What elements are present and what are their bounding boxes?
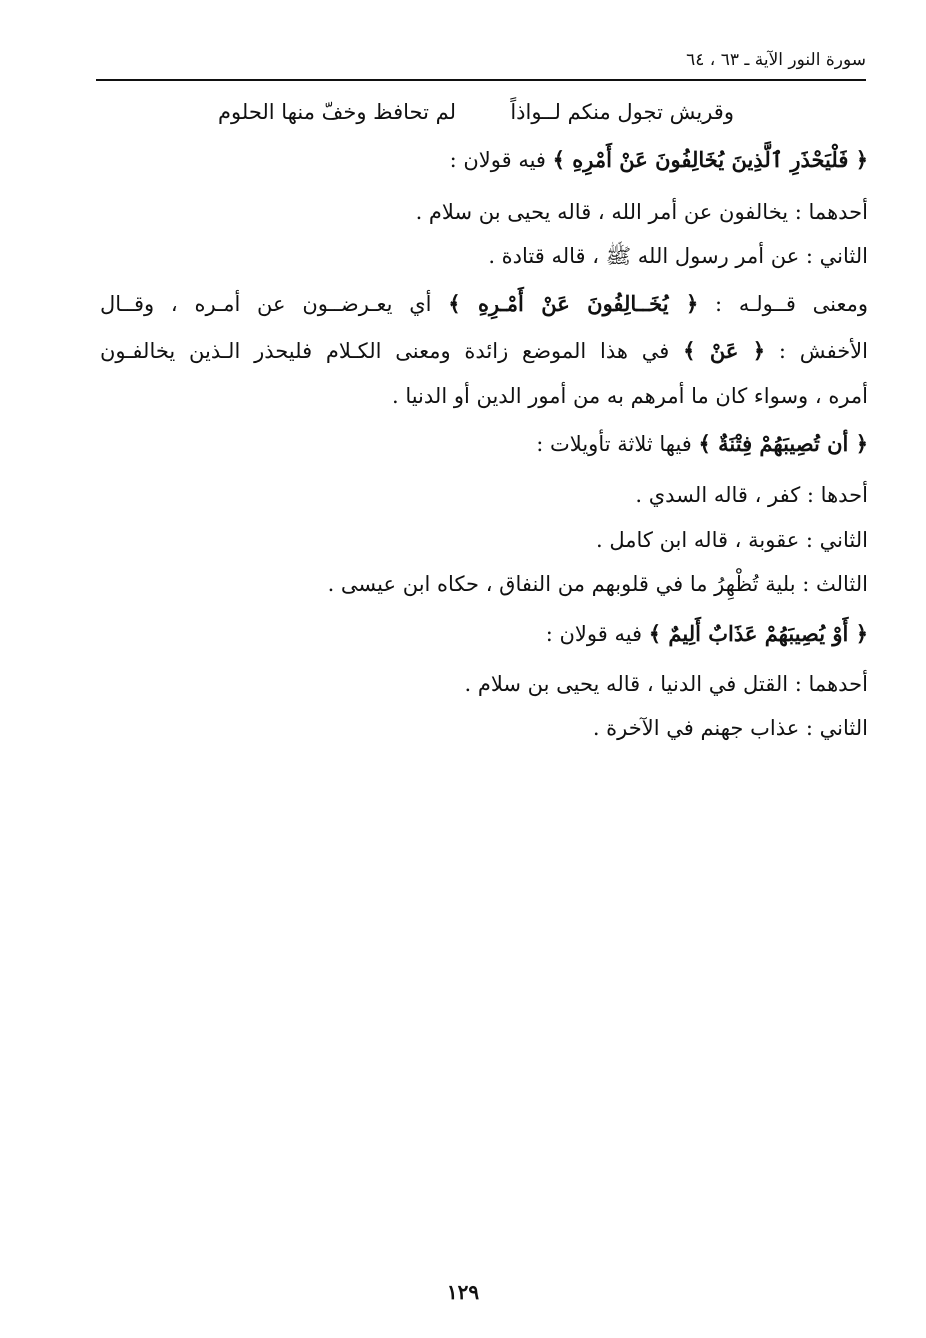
poem-hemistich-left: لم تحافظ وخفّ منها الحلوم [218,100,456,124]
paragraph-line-10: الثالث : بلية تُظْهِرُ ما في قلوبهم من النفاق ، حكاه ابن عيسى . [327,572,868,596]
header-rule [96,79,866,81]
paragraph-line-3: الثاني : عن أمر رسول الله ﷺ ، قاله قتادة . [488,244,868,268]
quran-verse: ﴿ فَلْيَحْذَرِ ٱلَّذِينَ يُخَالِفُونَ عَنْ أَمْرِهِ ﴾ [552,147,868,172]
paragraph-line-13: الثاني : عذاب جهنم في الآخرة . [592,716,868,740]
paragraph-line-12: أحدهما : القتل في الدنيا ، قاله يحيى بن سلام . [464,672,868,696]
paragraph-line-4 [100,290,868,318]
paragraph-line-11 [546,620,868,648]
line-text: في هذا الموضع زائدة ومعنى الكـلام فليحذر الـذين يخالفـون [100,339,684,363]
line-text: فيه قولان : [545,622,649,646]
running-header [96,50,866,80]
paragraph-line-9: الثاني : عقوبة ، قاله ابن كامل . [596,528,868,552]
quran-verse: ﴿ أَوْ يُصِيبَهُمْ عَذَابٌ أَلِيمٌ ﴾ [648,621,868,646]
paragraph-line-5 [100,337,868,365]
page-number: ١٢٩ [446,1280,480,1304]
paragraph-line-8: أحدها : كفر ، قاله السدي . [635,483,868,507]
quran-verse: ﴿ يُخَــالِفُونَ عَنْ أَمْـرِهِ ﴾ [448,291,699,316]
header-title: سورة النور الآية ـ ٦٣ ، ٦٤ [686,50,866,70]
paragraph-line-7 [536,430,868,458]
line-text: فيه قولان : [449,148,553,172]
quran-verse: ﴿ عَنْ ﴾ [683,338,766,363]
paragraph-line-6: أمره ، وسواء كان ما أمرهم به من أمور الدين أو الدنيا . [391,384,868,408]
line-text: الأخفش : [765,339,868,363]
poem-hemistich-right: وقريش تجول منكم لــواذاً [510,100,734,124]
line-text: ومعنى قــولـه : [698,292,868,316]
paragraph-line-1 [450,146,868,174]
quran-verse: ﴿ أن تُصِيبَهُمْ فِتْنَةٌ ﴾ [698,431,868,456]
line-text: فيها ثلاثة تأويلات : [536,432,699,456]
paragraph-line-2: أحدهما : يخالفون عن أمر الله ، قاله يحيى بن سلام . [415,200,868,224]
line-text: أي يعـرضــون عن أمـره ، وقــال [100,292,449,316]
